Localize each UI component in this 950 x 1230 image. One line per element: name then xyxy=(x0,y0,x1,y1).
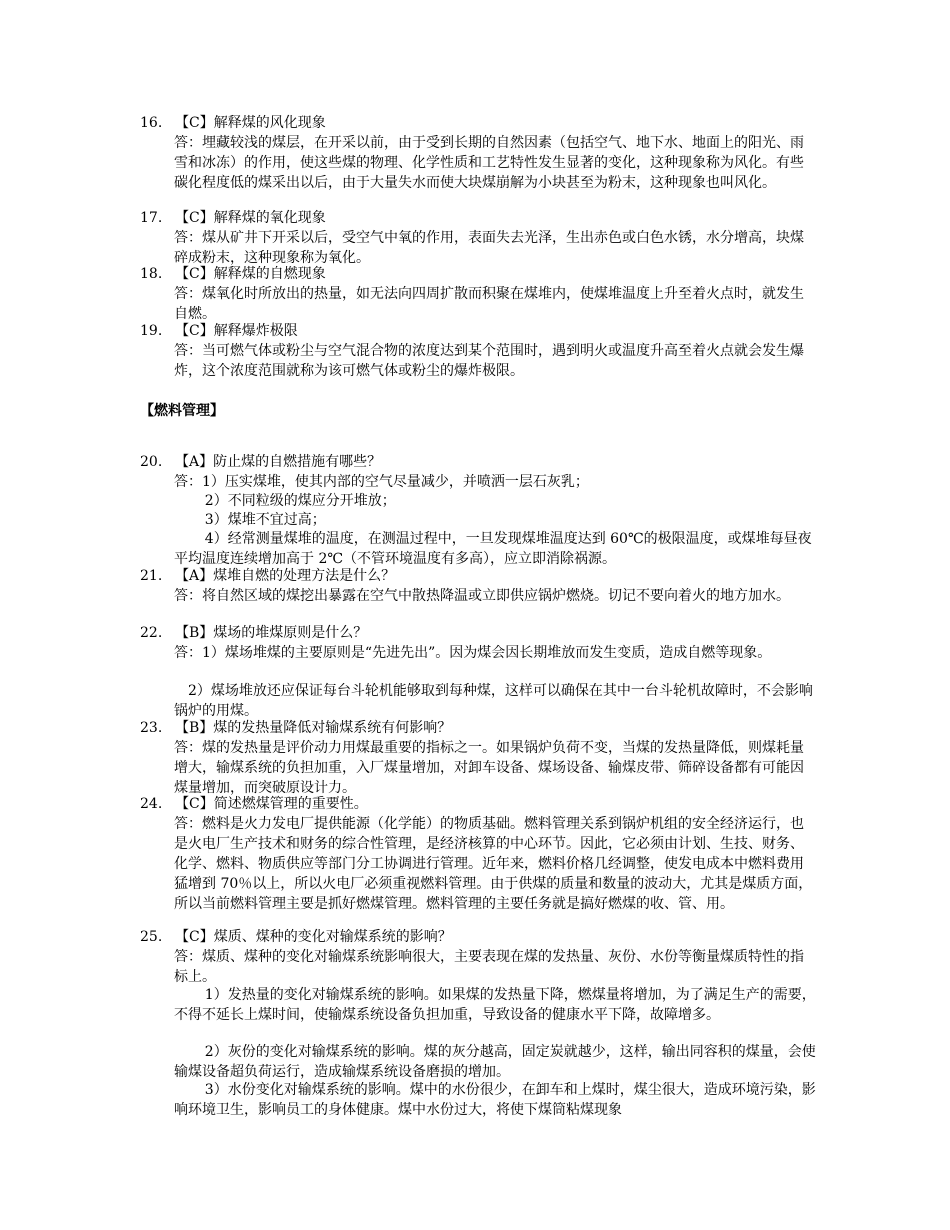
section-heading: 【燃料管理】 xyxy=(140,403,224,419)
answer-text: 答：1）压实煤堆，使其内部的空气尽量减少，并喷洒一层石灰乳； xyxy=(174,474,589,490)
answer-text: 答：埋藏较浅的煤层，在开采以前，由于受到长期的自然因素（包括空气、地下水、地面上的阳光、雨雪和冰冻）的作用，使这些煤的物理、化学性质和工艺特性发生显著的变化，这种现象称为风化。有些碳化程度低的煤采出以后，由于大量失水而使大块煤崩解为小块甚至为粉末，这种现象也叫风化。 xyxy=(174,135,804,191)
question-title: 【A】防止煤的自燃措施有哪些？ xyxy=(175,454,382,470)
answer-text: 答：煤的发热量是评价动力用煤最重要的指标之一。如果锅炉负荷不变，当煤的发热量降低，则煤耗量增大，输煤系统的负担加重，入厂煤量增加，对卸车设备、煤场设备、输煤皮带、筛碎设备都有可能因煤量增加，而突破原设计力。 xyxy=(174,740,804,796)
answer-text: 2）灰份的变化对输煤系统的影响。煤的灰分越高，固定炭就越少，这样，输出同容积的煤量，会使输煤设备超负荷运行，造成输煤系统设备磨损的增加。 xyxy=(174,1044,816,1080)
question-number: 17. xyxy=(140,210,163,226)
question-title: 【C】解释煤的风化现象 xyxy=(175,115,326,131)
answer-text: 2）煤场堆放还应保证每台斗轮机能够取到每种煤，这样可以确保在其中一台斗轮机故障时，不会影响锅炉的用煤。 xyxy=(174,683,813,719)
question-title: 【C】煤质、煤种的变化对输煤系统的影响？ xyxy=(175,929,452,945)
question-title: 【A】煤堆自燃的处理方法是什么？ xyxy=(175,568,396,584)
answer-text: 答：煤从矿井下开采以后，受空气中氧的作用，表面失去光泽，生出赤色或白色水锈，水分增高，块煤碎成粉末，这种现象称为氧化。 xyxy=(174,230,804,266)
answer-text: 答：煤氧化时所放出的热量，如无法向四周扩散而积聚在煤堆内，使煤堆温度上升至着火点时，就发生自燃。 xyxy=(174,286,804,322)
answer-text: 答：当可燃气体或粉尘与空气混合物的浓度达到某个范围时，遇到明火或温度升高至着火点就会发生爆炸，这个浓度范围就称为该可燃气体或粉尘的爆炸极限。 xyxy=(174,343,804,379)
question-number: 20. xyxy=(140,454,163,470)
question-title: 【C】解释煤的氧化现象 xyxy=(175,210,326,226)
question-number: 25. xyxy=(140,929,163,945)
answer-text: 2）不同粒级的煤应分开堆放； xyxy=(204,493,396,509)
answer-text: 3）水份变化对输煤系统的影响。煤中的水份很少，在卸车和上煤时，煤尘很大，造成环境污染，影响环境卫生，影响员工的身体健康。煤中水份过大，将使下煤筒粘煤现象 xyxy=(174,1082,816,1118)
question-number: 23. xyxy=(140,720,163,736)
answer-text: 答：将自然区域的煤挖出暴露在空气中散热降温或立即供应锅炉燃烧。切记不要向着火的地方加水。 xyxy=(174,588,790,604)
question-title: 【C】解释爆炸极限 xyxy=(175,323,298,339)
question-number: 16. xyxy=(140,115,163,131)
question-title: 【B】煤的发热量降低对输煤系统有何影响？ xyxy=(175,720,452,736)
answer-text: 4）经常测量煤堆的温度，在测温过程中，一旦发现煤堆温度达到 60℃的极限温度，或煤堆每昼夜平均温度连续增加高于 2℃（不管环境温度有多高），应立即消除祸源。 xyxy=(174,531,812,567)
question-number: 22. xyxy=(140,625,163,641)
question-title: 【C】解释煤的自燃现象 xyxy=(175,266,326,282)
question-title: 【B】煤场的堆煤原则是什么？ xyxy=(175,625,368,641)
answer-text: 1）发热量的变化对输煤系统的影响。如果煤的发热量下降，燃煤量将增加，为了满足生产的需要，不得不延长上煤时间，使输煤系统设备负担加重，导致设备的健康水平下降，故障增多。 xyxy=(174,987,816,1023)
question-title: 【C】简述燃煤管理的重要性。 xyxy=(175,796,368,812)
answer-text: 答：煤质、煤种的变化对输煤系统影响很大，主要表现在煤的发热量、灰份、水份等衡量煤质特性的指标上。 xyxy=(174,949,804,985)
answer-text: 答：燃料是火力发电厂提供能源（化学能）的物质基础。燃料管理关系到锅炉机组的安全经济运行，也是火电厂生产技术和财务的综合性管理，是经济核算的中心环节。因此，它必须由计划、生技、财务、化学、燃料、物质供应等部门分工协调进行管理。近年来，燃料价格几经调整，使发电成本中燃料费用猛增到 70％以上，所以火电厂必须重视燃料管理。由于供煤的质量和数量的波动大，尤其是煤质方面，所以当前燃料管理主要是抓好燃煤管理。燃料管理的主要任务就是搞好燃煤的收、管、用。 xyxy=(174,816,813,912)
question-number: 24. xyxy=(140,796,163,812)
question-number: 21. xyxy=(140,568,163,584)
answer-text: 3）煤堆不宜过高； xyxy=(204,512,326,528)
question-number: 18. xyxy=(140,266,163,282)
answer-text: 答：1）煤场堆煤的主要原则是“先进先出”。因为煤会因长期堆放而发生变质，造成自燃等现象。 xyxy=(174,645,772,661)
question-number: 19. xyxy=(140,323,163,339)
